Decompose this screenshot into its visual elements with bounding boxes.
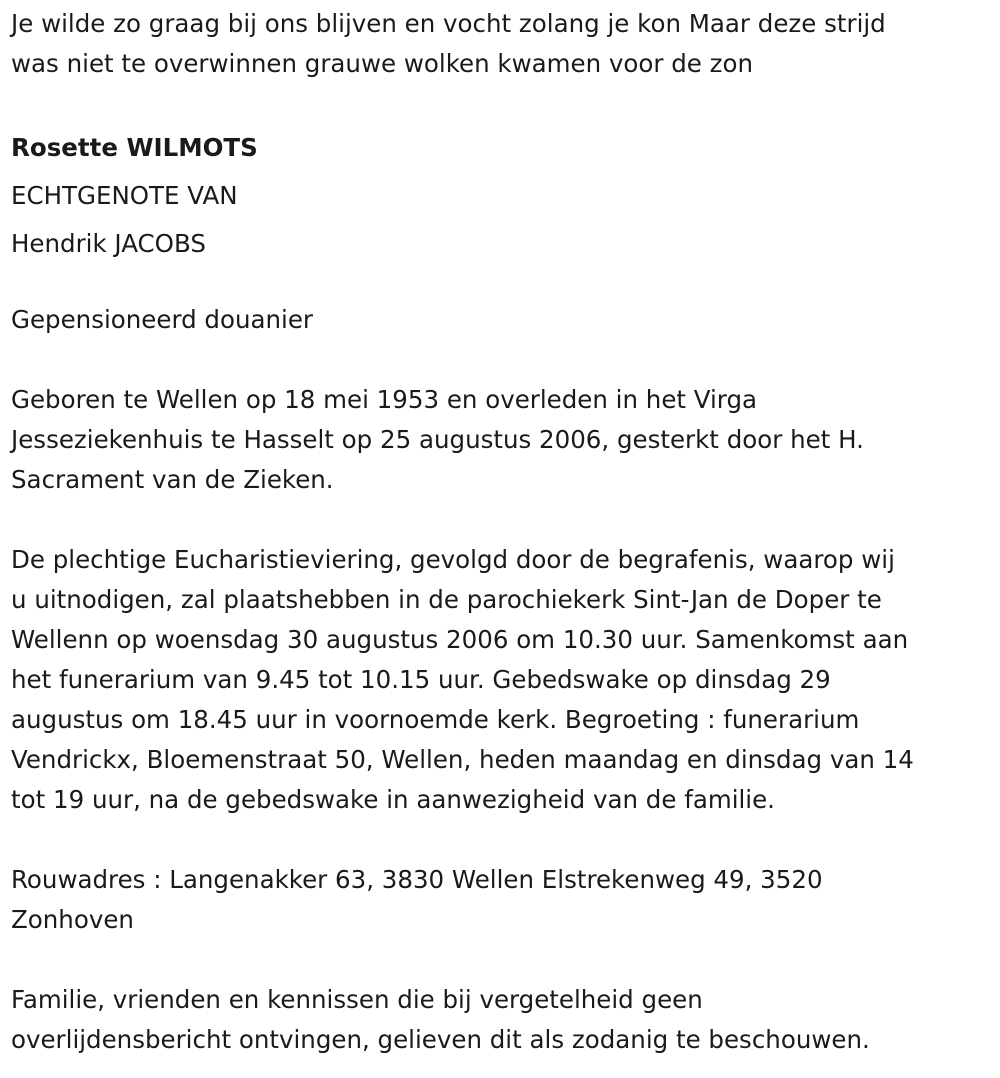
- deceased-section: [11, 124, 996, 268]
- ceremony-line: augustus om 18.45 uur in voornoemde kerk. Begroeting : funerarium: [11, 705, 860, 734]
- verse-section: [11, 4, 996, 84]
- address-line: Rouwadres : Langenakker 63, 3830 Wellen Elstrekenweg 49, 3520: [11, 865, 823, 894]
- spacer: [11, 84, 1000, 124]
- occupation-text: Gepensioneerd douanier: [11, 305, 313, 334]
- spacer: [11, 500, 1000, 540]
- spacer: [11, 940, 1000, 980]
- closing-line: Familie, vrienden en kennissen die bij vergetelheid geen: [11, 985, 703, 1014]
- ceremony-line: u uitnodigen, zal plaatshebben in de parochiekerk Sint-Jan de Doper te: [11, 585, 882, 614]
- address-line: Zonhoven: [11, 905, 134, 934]
- birth-death-line: Geboren te Wellen op 18 mei 1953 en overleden in het Virga: [11, 385, 758, 414]
- spacer: [11, 268, 1000, 300]
- ceremony-line: tot 19 uur, na de gebedswake in aanwezigheid van de familie.: [11, 785, 775, 814]
- spouse-name: Hendrik JACOBS: [11, 229, 206, 258]
- ceremony-line: De plechtige Eucharistieviering, gevolgd door de begrafenis, waarop wij: [11, 545, 895, 574]
- closing-line: overlijdensbericht ontvingen, gelieven dit als zodanig te beschouwen.: [11, 1025, 870, 1054]
- closing-section: [11, 980, 996, 1060]
- birth-death-line: Jesseziekenhuis te Hasselt op 25 augustus 2006, gesterkt door het H.: [11, 425, 864, 454]
- relation-label: ECHTGENOTE VAN: [11, 181, 238, 210]
- deceased-name: Rosette WILMOTS: [11, 133, 258, 162]
- verse-line: was niet te overwinnen grauwe wolken kwamen voor de zon: [11, 49, 754, 78]
- address-section: [11, 860, 996, 940]
- birth-death-line: Sacrament van de Zieken.: [11, 465, 334, 494]
- ceremony-section: [11, 540, 996, 820]
- ceremony-line: het funerarium van 9.45 tot 10.15 uur. Gebedswake op dinsdag 29: [11, 665, 831, 694]
- occupation-section: [11, 300, 996, 340]
- spacer: [11, 820, 1000, 860]
- ceremony-line: Wellenn op woensdag 30 augustus 2006 om 10.30 uur. Samenkomst aan: [11, 625, 909, 654]
- spacer: [11, 340, 1000, 380]
- ceremony-line: Vendrickx, Bloemenstraat 50, Wellen, heden maandag en dinsdag van 14: [11, 745, 914, 774]
- verse-line: Je wilde zo graag bij ons blijven en vocht zolang je kon Maar deze strijd: [11, 9, 886, 38]
- birth-death-section: [11, 380, 996, 500]
